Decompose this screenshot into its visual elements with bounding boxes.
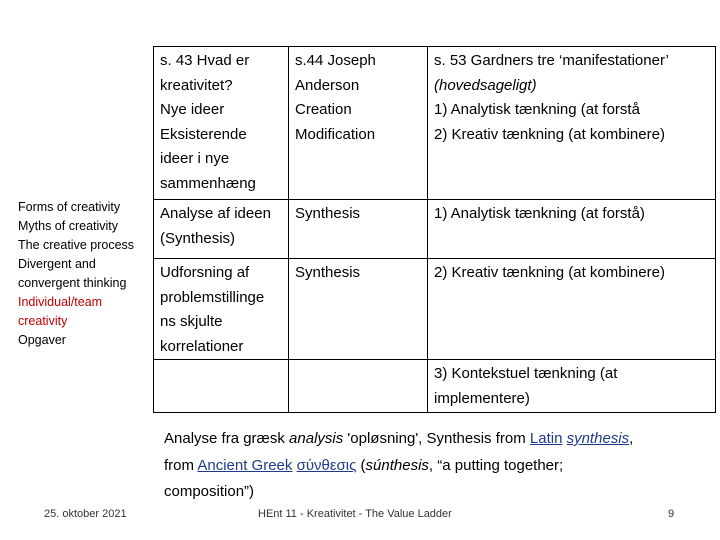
table-cell <box>154 200 289 259</box>
sidebar-item-creative-process[interactable]: The creative process <box>18 238 135 252</box>
note-term-analysis: analysis <box>289 430 344 447</box>
sidebar-item-divergent[interactable]: Divergent and <box>18 257 96 271</box>
cell-text: 1) Analytisk tænkning (at forstå) <box>434 205 645 222</box>
cell-text: Anderson <box>295 76 360 94</box>
table-cell <box>289 200 428 259</box>
note-text: , “a putting together; <box>428 456 564 474</box>
table-cell <box>428 200 716 259</box>
cell-text: Nye ideer <box>160 101 225 118</box>
cell-text: 2) Kreativ tænkning (at kombinere) <box>434 264 665 281</box>
synthesis-link[interactable]: synthesis <box>566 430 630 447</box>
latin-link[interactable]: Latin <box>529 430 563 447</box>
etymology-note <box>164 426 704 506</box>
cell-text: ns skjulte <box>160 313 223 330</box>
note-text: , <box>629 430 634 447</box>
cell-text: Analyse af ideen <box>160 205 271 222</box>
cell-text: 2) Kreativ tænkning (at kombinere) <box>434 125 665 143</box>
note-text: composition”) <box>164 483 255 500</box>
sidebar-item-convergent[interactable]: convergent thinking <box>18 276 127 290</box>
table-cell <box>154 259 289 360</box>
note-text: from <box>164 456 198 474</box>
table-cell <box>154 47 289 200</box>
sidebar-topic-list <box>18 198 158 350</box>
cell-text: Eksisterende <box>160 125 247 143</box>
note-text: 'opløsning', Synthesis from <box>343 430 530 447</box>
cell-text: (Synthesis) <box>160 229 236 247</box>
table-cell <box>428 360 716 413</box>
cell-text: Udforsning af <box>160 264 250 281</box>
cell-text: ideer i nye <box>160 150 230 167</box>
cell-text: korrelationer <box>160 337 244 355</box>
table-row <box>154 47 716 200</box>
cell-text: Synthesis <box>295 264 361 281</box>
sidebar-item-creativity[interactable]: creativity <box>18 314 68 328</box>
cell-text: (hovedsageligt) <box>434 76 537 94</box>
comparison-table <box>153 46 716 413</box>
cell-text: s.44 Joseph <box>295 52 376 69</box>
cell-text: Synthesis <box>295 205 361 222</box>
table-row <box>154 259 716 360</box>
cell-text: 3) Kontekstuel tænkning (at <box>434 365 618 382</box>
sidebar-item-individual-team[interactable]: Individual/team <box>18 295 103 309</box>
table-cell <box>289 259 428 360</box>
table-cell <box>428 47 716 200</box>
cell-text: 1) Analytisk tænkning (at forstå <box>434 101 640 118</box>
sidebar-item-myths[interactable]: Myths of creativity <box>18 219 119 233</box>
cell-text: kreativitet? <box>160 76 233 94</box>
table-cell <box>289 47 428 200</box>
cell-text: sammenhæng <box>160 174 256 192</box>
cell-text: implementere) <box>434 389 530 407</box>
sidebar-item-opgaver[interactable]: Opgaver <box>18 333 66 347</box>
cell-text: s. 43 Hvad er <box>160 52 250 69</box>
table-cell <box>289 360 428 413</box>
greek-term-link[interactable]: σύνθεσις <box>296 456 357 474</box>
ancient-greek-link[interactable]: Ancient Greek <box>197 456 293 474</box>
sidebar-item-forms[interactable]: Forms of creativity <box>18 200 121 214</box>
table-row <box>154 200 716 259</box>
table-row <box>154 360 716 413</box>
note-text: ( <box>356 456 366 474</box>
table-cell <box>154 360 289 413</box>
cell-text: s. 53 Gardners tre ‘manifestationer’ <box>434 52 669 69</box>
table-cell <box>428 259 716 360</box>
footer-date: 25. oktober 2021 <box>44 508 127 520</box>
page-number: 9 <box>668 508 675 520</box>
cell-text: problemstillinge <box>160 288 265 306</box>
cell-text: Creation <box>295 101 352 118</box>
note-text: Analyse fra græsk <box>164 430 290 447</box>
footer-title: HEnt 11 - Kreativitet - The Value Ladder <box>258 508 452 520</box>
note-term-sunthesis: súnthesis <box>365 456 429 474</box>
cell-text: Modification <box>295 125 376 143</box>
